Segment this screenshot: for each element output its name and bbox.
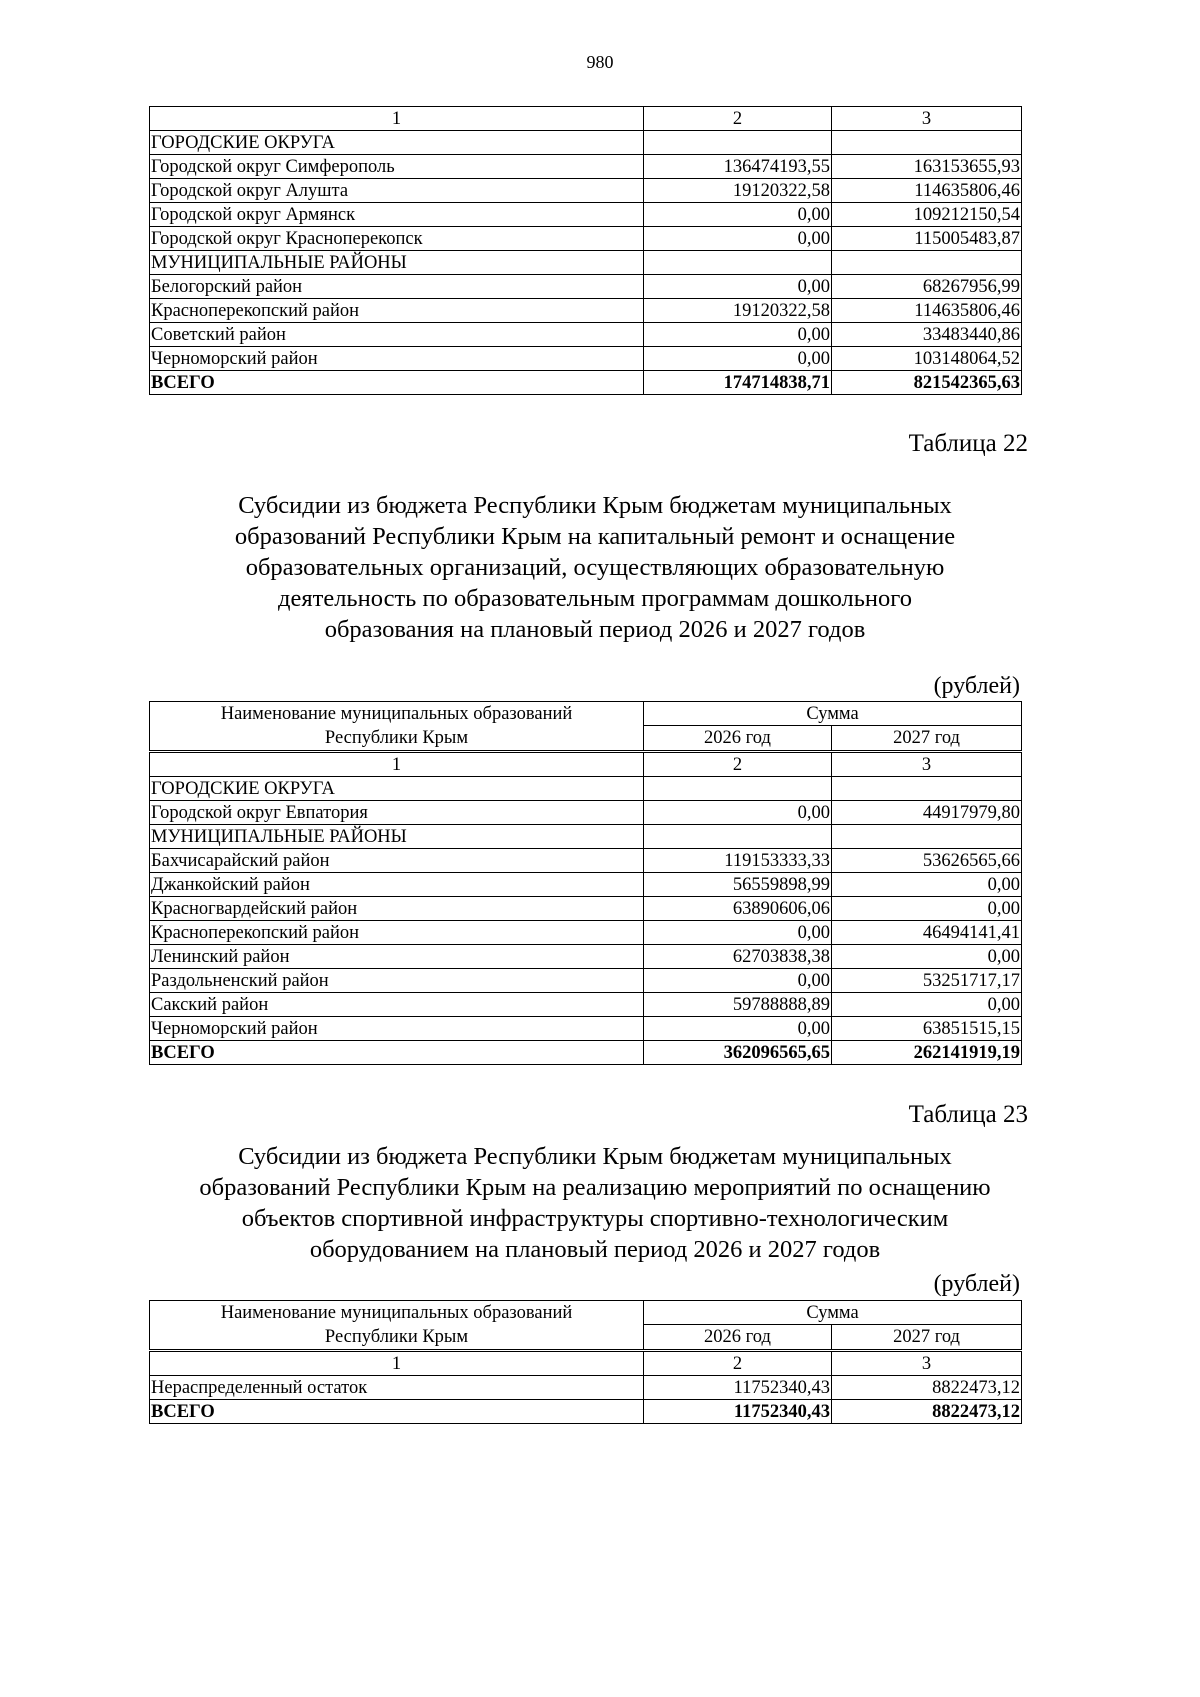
title-line: Субсидии из бюджета Республики Крым бюджетам муниципальных xyxy=(238,1143,952,1170)
amount-2026 xyxy=(644,777,832,801)
municipality-name: ГОРОДСКИЕ ОКРУГА xyxy=(150,777,644,801)
amount-2027: 53626565,66 xyxy=(832,849,1022,873)
amount-2026: 59788888,89 xyxy=(644,993,832,1017)
amount-2027: 44917979,80 xyxy=(832,801,1022,825)
amount-2026: 62703838,38 xyxy=(644,945,832,969)
amount-2026: 119153333,33 xyxy=(644,849,832,873)
amount-2026: 0,00 xyxy=(644,1017,832,1041)
column-number-row xyxy=(150,752,1022,777)
municipality-name: Городской округ Симферополь xyxy=(150,155,644,179)
total-row xyxy=(150,1041,1022,1065)
title-line: объектов спортивной инфраструктуры спортивно-технологическим xyxy=(241,1205,949,1232)
amount-2026: 19120322,58 xyxy=(644,179,832,203)
table-row xyxy=(150,921,1022,945)
table-row xyxy=(150,179,1022,203)
municipality-name: Городской округ Евпатория xyxy=(150,801,644,825)
table-23-label: Таблица 23 xyxy=(908,1101,1028,1128)
header-name-column: Наименование муниципальных образований Республики Крым xyxy=(150,1301,644,1351)
municipality-name: Городской округ Армянск xyxy=(150,203,644,227)
total-row xyxy=(150,1400,1022,1424)
header-sum: Сумма xyxy=(644,702,1022,726)
table-row xyxy=(150,897,1022,921)
table-row xyxy=(150,849,1022,873)
table-22 xyxy=(149,701,1022,1065)
amount-2026 xyxy=(644,131,832,155)
amount-2027: 46494141,41 xyxy=(832,921,1022,945)
table-22-units: (рублей) xyxy=(933,673,1020,699)
table-row xyxy=(150,1376,1022,1400)
municipality-name: Нераспределенный остаток xyxy=(150,1376,644,1400)
amount-2027: 262141919,19 xyxy=(832,1041,1022,1065)
table-23 xyxy=(149,1300,1022,1424)
table-row xyxy=(150,299,1022,323)
table-23-title xyxy=(150,1141,1040,1265)
amount-2026: 0,00 xyxy=(644,323,832,347)
table-row xyxy=(150,275,1022,299)
amount-2027: 33483440,86 xyxy=(832,323,1022,347)
amount-2027 xyxy=(832,251,1022,275)
amount-2026: 0,00 xyxy=(644,203,832,227)
amount-2027: 8822473,12 xyxy=(832,1400,1022,1424)
header-name-column: Наименование муниципальных образований Республики Крым xyxy=(150,702,644,752)
municipality-name: МУНИЦИПАЛЬНЫЕ РАЙОНЫ xyxy=(150,825,644,849)
table-row xyxy=(150,227,1022,251)
header-sum: Сумма xyxy=(644,1301,1022,1325)
title-line: образований Республики Крым на реализацию мероприятий по оснащению xyxy=(199,1174,991,1201)
amount-2027: 0,00 xyxy=(832,897,1022,921)
header-2026: 2026 год xyxy=(644,726,832,752)
amount-2027: 163153655,93 xyxy=(832,155,1022,179)
amount-2027: 114635806,46 xyxy=(832,179,1022,203)
amount-2027: 0,00 xyxy=(832,993,1022,1017)
column-number: 3 xyxy=(832,1351,1022,1376)
amount-2026: 362096565,65 xyxy=(644,1041,832,1065)
amount-2026: 19120322,58 xyxy=(644,299,832,323)
amount-2026: 11752340,43 xyxy=(644,1400,832,1424)
amount-2026: 136474193,55 xyxy=(644,155,832,179)
amount-2027: 0,00 xyxy=(832,945,1022,969)
column-number: 3 xyxy=(832,752,1022,777)
amount-2027: 821542365,63 xyxy=(832,371,1022,395)
municipality-name: Белогорский район xyxy=(150,275,644,299)
amount-2026 xyxy=(644,825,832,849)
table-row xyxy=(150,969,1022,993)
header-2026: 2026 год xyxy=(644,1325,832,1351)
amount-2026: 0,00 xyxy=(644,275,832,299)
column-number: 1 xyxy=(150,107,644,131)
municipality-name: Городской округ Красноперекопск xyxy=(150,227,644,251)
table-row xyxy=(150,801,1022,825)
municipality-name: Красногвардейский район xyxy=(150,897,644,921)
municipality-name: МУНИЦИПАЛЬНЫЕ РАЙОНЫ xyxy=(150,251,644,275)
municipality-name: ГОРОДСКИЕ ОКРУГА xyxy=(150,131,644,155)
table-23-units: (рублей) xyxy=(933,1271,1020,1297)
municipality-name: Сакский район xyxy=(150,993,644,1017)
municipality-name: Бахчисарайский район xyxy=(150,849,644,873)
column-number: 2 xyxy=(644,752,832,777)
header-2027: 2027 год xyxy=(832,1325,1022,1351)
amount-2027: 114635806,46 xyxy=(832,299,1022,323)
amount-2027: 63851515,15 xyxy=(832,1017,1022,1041)
amount-2026: 0,00 xyxy=(644,801,832,825)
column-number-row xyxy=(150,1351,1022,1376)
group-row xyxy=(150,131,1022,155)
title-line: образовательных организаций, осуществляющих образовательную xyxy=(245,554,945,581)
amount-2026: 0,00 xyxy=(644,227,832,251)
amount-2027: 8822473,12 xyxy=(832,1376,1022,1400)
table-row xyxy=(150,1017,1022,1041)
column-number: 3 xyxy=(832,107,1022,131)
municipality-name: Красноперекопский район xyxy=(150,921,644,945)
title-line: образований Республики Крым на капитальный ремонт и оснащение xyxy=(234,523,956,550)
amount-2026: 63890606,06 xyxy=(644,897,832,921)
municipality-name: Красноперекопский район xyxy=(150,299,644,323)
column-number: 1 xyxy=(150,1351,644,1376)
table-row xyxy=(150,945,1022,969)
amount-2027: 103148064,52 xyxy=(832,347,1022,371)
amount-2027 xyxy=(832,777,1022,801)
title-line: образования на плановый период 2026 и 2027 годов xyxy=(324,616,866,643)
title-line: деятельность по образовательным программам дошкольного xyxy=(278,585,912,612)
amount-2026: 174714838,71 xyxy=(644,371,832,395)
column-number: 1 xyxy=(150,752,644,777)
municipality-name: ВСЕГО xyxy=(150,1400,644,1424)
table-row xyxy=(150,323,1022,347)
table-22-title xyxy=(150,490,1040,645)
municipality-name: Ленинский район xyxy=(150,945,644,969)
title-line: Субсидии из бюджета Республики Крым бюджетам муниципальных xyxy=(238,492,952,519)
header-2027: 2027 год xyxy=(832,726,1022,752)
amount-2026: 0,00 xyxy=(644,969,832,993)
amount-2027: 68267956,99 xyxy=(832,275,1022,299)
table-22-label: Таблица 22 xyxy=(908,430,1028,457)
group-row xyxy=(150,825,1022,849)
column-number: 2 xyxy=(644,1351,832,1376)
page-number: 980 xyxy=(586,52,614,72)
municipality-name: Советский район xyxy=(150,323,644,347)
title-line: оборудованием на плановый период 2026 и 2027 годов xyxy=(309,1236,881,1263)
group-row xyxy=(150,251,1022,275)
municipality-name: Раздольненский район xyxy=(150,969,644,993)
municipality-name: Городской округ Алушта xyxy=(150,179,644,203)
municipality-name: Черноморский район xyxy=(150,1017,644,1041)
column-number-row xyxy=(150,107,1022,131)
amount-2027 xyxy=(832,131,1022,155)
amount-2027: 109212150,54 xyxy=(832,203,1022,227)
amount-2026: 0,00 xyxy=(644,921,832,945)
municipality-name: Джанкойский район xyxy=(150,873,644,897)
total-row xyxy=(150,371,1022,395)
amount-2026 xyxy=(644,251,832,275)
amount-2027: 0,00 xyxy=(832,873,1022,897)
amount-2027: 115005483,87 xyxy=(832,227,1022,251)
table-row xyxy=(150,993,1022,1017)
column-number: 2 xyxy=(644,107,832,131)
table-row xyxy=(150,347,1022,371)
table-row xyxy=(150,873,1022,897)
table-row xyxy=(150,203,1022,227)
table-row xyxy=(150,155,1022,179)
header-row xyxy=(150,1301,1022,1325)
amount-2027 xyxy=(832,825,1022,849)
amount-2026: 11752340,43 xyxy=(644,1376,832,1400)
table-21-continuation xyxy=(149,106,1022,395)
amount-2026: 0,00 xyxy=(644,347,832,371)
amount-2026: 56559898,99 xyxy=(644,873,832,897)
group-row xyxy=(150,777,1022,801)
municipality-name: ВСЕГО xyxy=(150,1041,644,1065)
amount-2027: 53251717,17 xyxy=(832,969,1022,993)
header-row xyxy=(150,702,1022,726)
municipality-name: Черноморский район xyxy=(150,347,644,371)
municipality-name: ВСЕГО xyxy=(150,371,644,395)
